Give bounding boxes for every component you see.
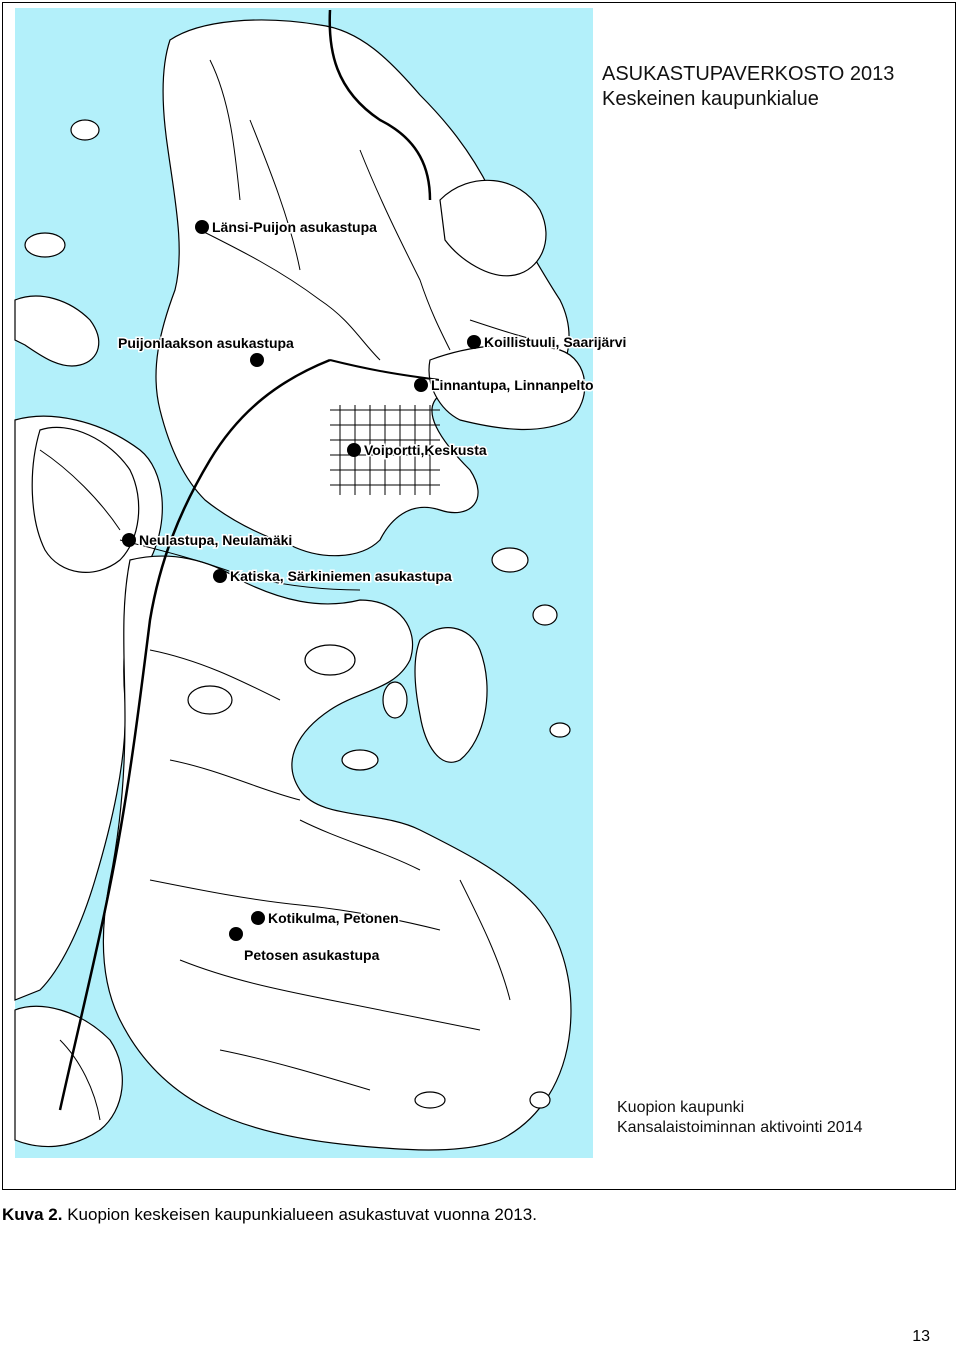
label-koillistuuli: Koillistuuli, Saarijärvi bbox=[484, 334, 627, 350]
caption-text: Kuopion keskeisen kaupunkialueen asukastuvat vuonna 2013. bbox=[62, 1205, 537, 1224]
marker-neulastupa-icon bbox=[122, 533, 136, 547]
island bbox=[530, 1092, 550, 1108]
label-kotikulma: Kotikulma, Petonen bbox=[268, 910, 399, 926]
map-credit-organization: Kuopion kaupunki bbox=[617, 1099, 745, 1116]
marker-koillistuuli-icon bbox=[467, 335, 481, 349]
page-number: 13 bbox=[912, 1328, 930, 1345]
marker-petosen-icon bbox=[229, 927, 243, 941]
island bbox=[25, 233, 65, 257]
marker-lansi-puijo-icon bbox=[195, 220, 209, 234]
label-katiska: Katiska, Särkiniemen asukastupa bbox=[230, 568, 452, 584]
marker-voiportti-icon bbox=[347, 443, 361, 457]
island bbox=[492, 548, 528, 572]
marker-puijonlaakso-icon bbox=[250, 353, 264, 367]
caption-prefix: Kuva 2. bbox=[2, 1205, 63, 1224]
marker-kotikulma-icon bbox=[251, 911, 265, 925]
map-credit-department: Kansalaistoiminnan aktivointi 2014 bbox=[617, 1119, 863, 1136]
map-title: ASUKASTUPAVERKOSTO 2013 bbox=[602, 63, 895, 85]
island bbox=[342, 750, 378, 770]
island bbox=[415, 1092, 445, 1108]
label-voiportti: Voiportti,Keskusta bbox=[364, 442, 487, 458]
label-petosen: Petosen asukastupa bbox=[244, 947, 380, 963]
island bbox=[305, 645, 355, 675]
label-puijonlaakso: Puijonlaakson asukastupa bbox=[118, 335, 294, 351]
marker-katiska-icon bbox=[213, 569, 227, 583]
island bbox=[550, 723, 570, 737]
label-lansi-puijo: Länsi-Puijon asukastupa bbox=[212, 219, 377, 235]
marker-linnantupa-icon bbox=[414, 378, 428, 392]
figure-caption bbox=[2, 1205, 537, 1225]
island bbox=[71, 120, 99, 140]
map-subtitle: Keskeinen kaupunkialue bbox=[602, 88, 819, 110]
label-neulastupa: Neulastupa, Neulamäki bbox=[139, 532, 293, 548]
island bbox=[533, 605, 557, 625]
island bbox=[383, 682, 407, 718]
island bbox=[188, 686, 232, 714]
label-linnantupa: Linnantupa, Linnanpelto bbox=[431, 377, 594, 393]
